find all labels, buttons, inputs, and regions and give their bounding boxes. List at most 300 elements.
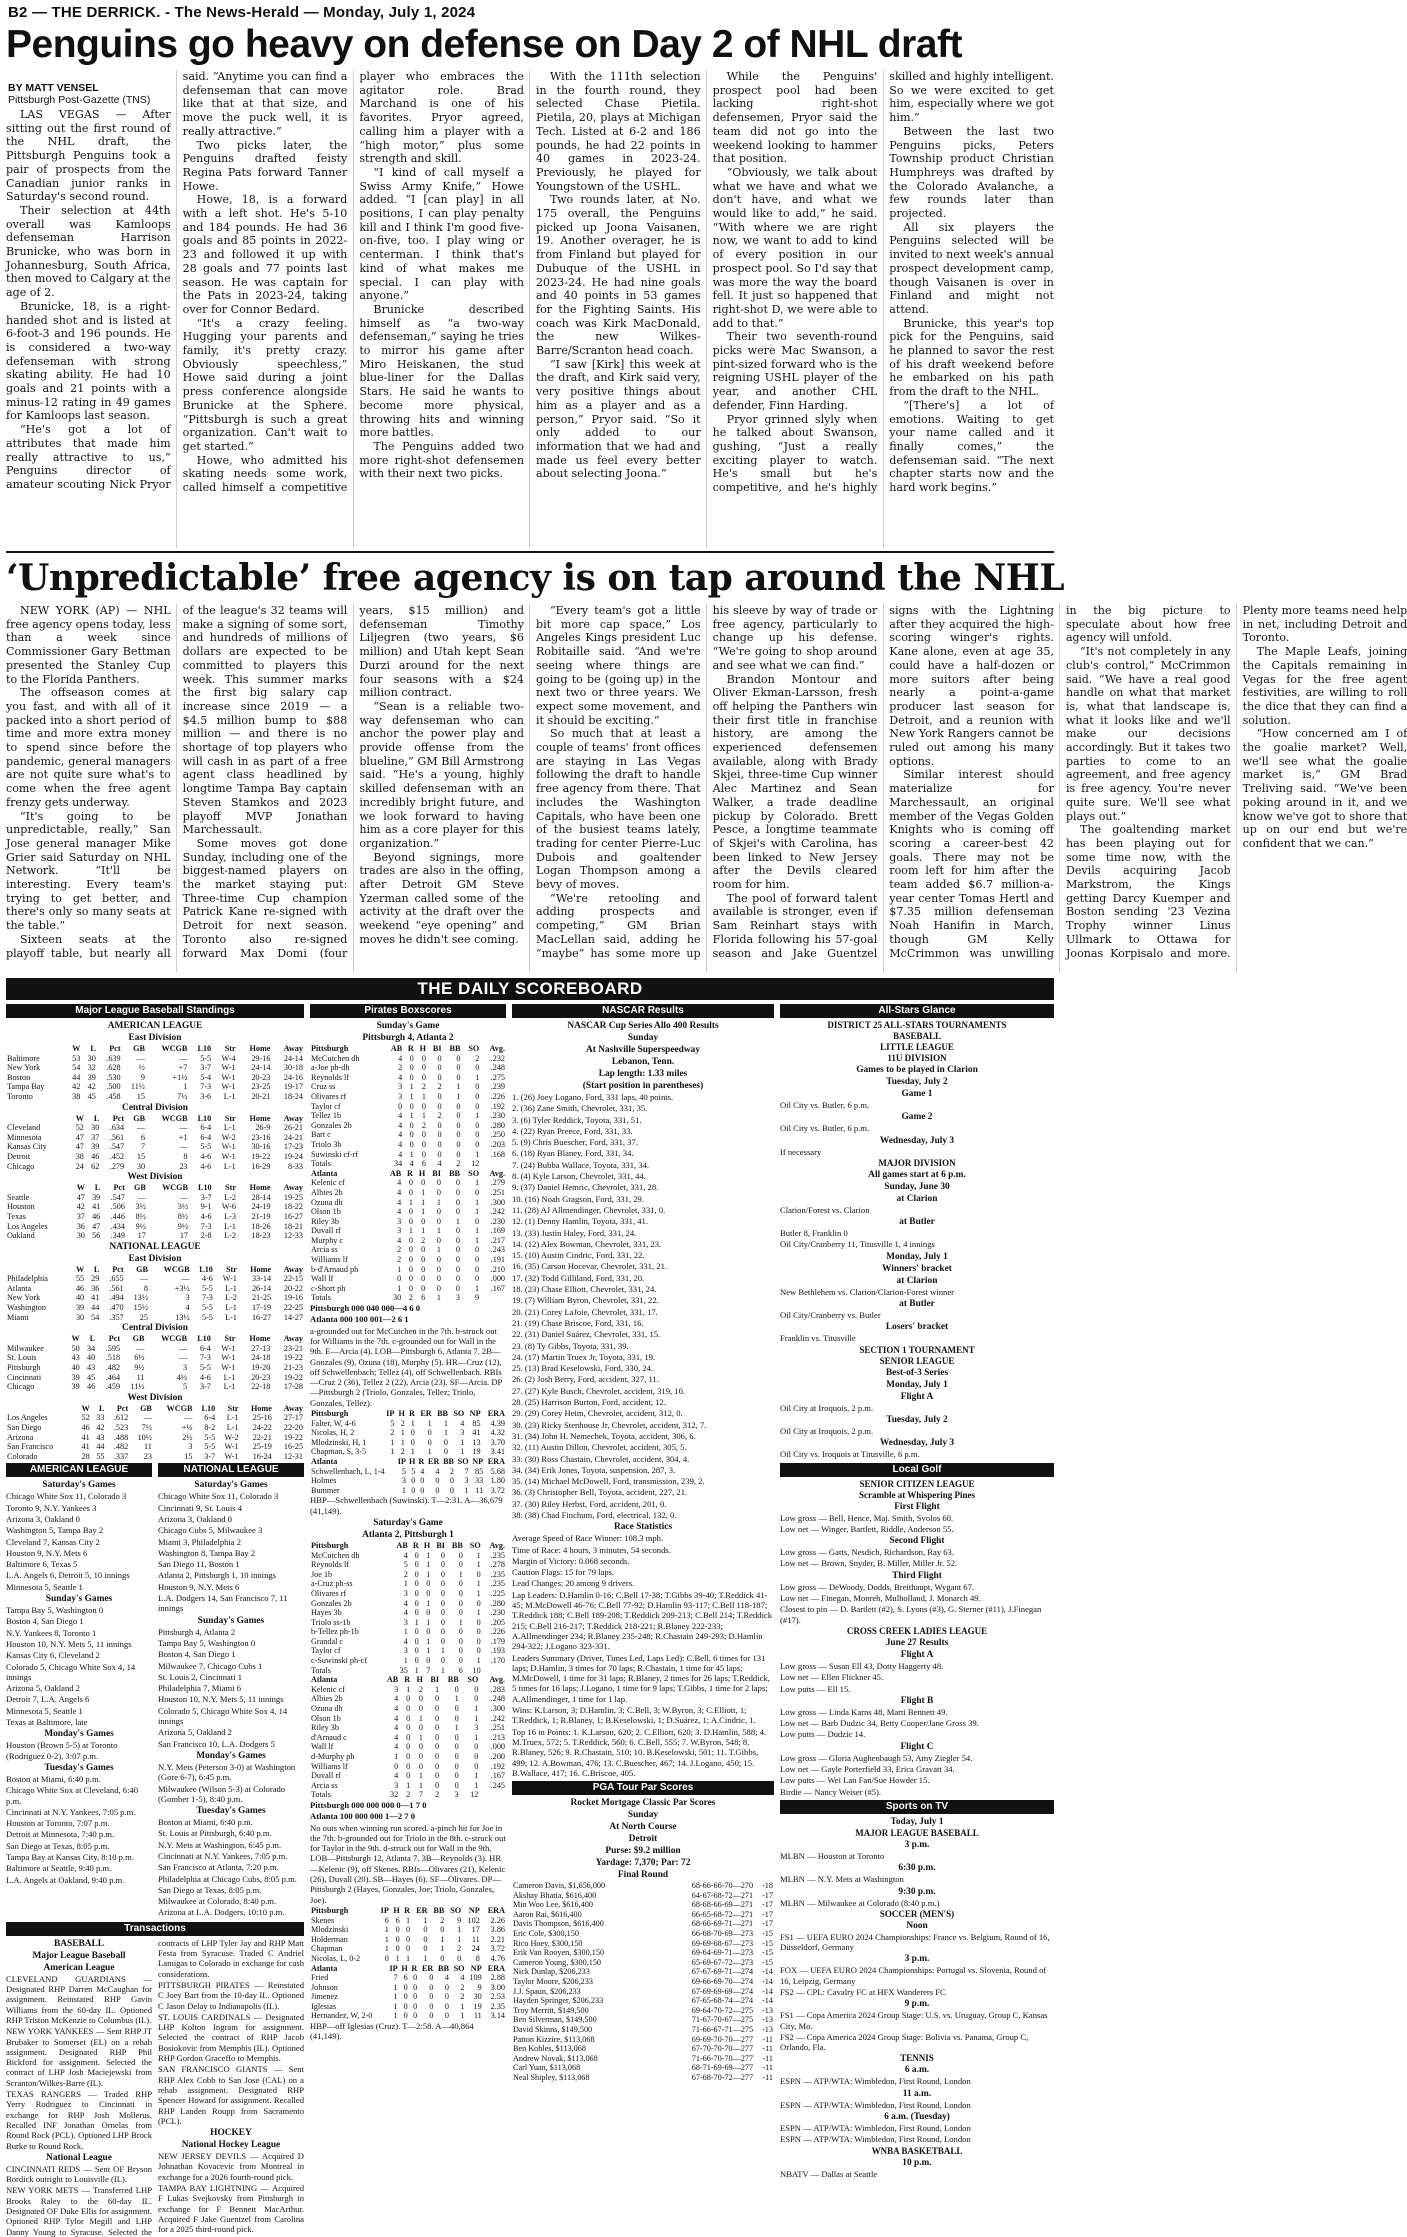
standings-cell: 22-18 (251, 1382, 271, 1392)
box-cell: 1 (458, 1617, 463, 1627)
pga-cell: 67-69-69-69—274 (691, 1986, 754, 1996)
story1-paragraph: “[There's] a lot of emotions. Waiting to get your name called and it finally comes,” the defenseman said. “The next chapter starts now and the hard work begins.” (889, 398, 1054, 495)
standings-cell: 6-4 (199, 1343, 211, 1353)
box-row (310, 1694, 506, 1704)
box-cell: 5 (390, 1418, 395, 1428)
box-cell: 4 (403, 1608, 408, 1618)
pga-cell: Davis Thompson, $616,400 (513, 1919, 604, 1929)
box-header: BB (437, 1409, 449, 1418)
box-cell: 0 (426, 1579, 431, 1589)
standings-cell: 3-7 (200, 1192, 212, 1202)
box-cell: 4 (435, 1466, 440, 1476)
standings-cell: Toronto (7, 1091, 33, 1101)
al-results (6, 1463, 152, 1918)
box-cell: 1 (393, 1992, 398, 2002)
standings-cell: 34 (87, 1343, 96, 1353)
box-row (310, 1570, 506, 1580)
pga-cell: -13 (762, 2005, 773, 2015)
box-cell: 0 (440, 1608, 445, 1618)
standings-cell: .470 (109, 1303, 124, 1313)
box-cell: 1 (390, 1437, 395, 1447)
game-result: Tampa Bay 5, Washington 0 (6, 1605, 104, 1616)
results-day: Tuesday's Games (44, 1762, 114, 1773)
standings-row (6, 1193, 304, 1203)
pga-cell: -14 (762, 1977, 773, 1987)
box-cell: .242 (490, 1207, 505, 1217)
standings-cell: W-1 (222, 1274, 237, 1284)
box-cell: 0 (440, 1953, 445, 1963)
golf-line: Scramble at Whispering Pines (858, 1489, 976, 1500)
box-cell: 0 (434, 1694, 440, 1704)
box-cell: 1 (436, 1245, 441, 1255)
standings-cell: L-2 (224, 1231, 236, 1241)
box-row (310, 1954, 506, 1964)
box-cell: 1 (460, 1447, 465, 1457)
standings-cell: 26-14 (251, 1283, 272, 1293)
standings-cell: Chicago (7, 1161, 35, 1171)
box-cell: 1 (426, 1550, 431, 1560)
box-row (310, 1082, 506, 1092)
box-cell: 3 (394, 1780, 399, 1790)
transaction-line: American League (43, 1962, 115, 1973)
box-cell: 1 (474, 1780, 479, 1790)
standings-cell: Colorado (7, 1451, 38, 1461)
box-cell: .248 (490, 1063, 505, 1073)
standings-cell: 20-22 (283, 1283, 303, 1293)
pga-row (512, 1891, 774, 1901)
tv-line: 6 a.m. (904, 2065, 930, 2076)
box-cell: 0 (456, 1120, 461, 1130)
standings-header: WCGB (162, 1183, 189, 1193)
race-stat: Margin of Victory: 0.068 seconds. (512, 1555, 630, 1566)
standings-cell: 5-5 (204, 1432, 216, 1442)
standings-header: GB (133, 1044, 145, 1053)
box-cell: Olson 1b (311, 1713, 341, 1723)
standings-header: L10 (201, 1403, 216, 1413)
pga-row (512, 2035, 774, 2045)
box-cell: 1 (390, 1447, 395, 1457)
scoreboard-banner: THE DAILY SCOREBOARD (6, 978, 1054, 1000)
box-row (310, 1742, 506, 1752)
race-result: 4. (22) Ryan Preece, Ford, 331, 33. (512, 1125, 633, 1136)
division-title: East Division (128, 1253, 182, 1264)
box-cell: .300 (490, 1704, 505, 1714)
box-cell: 0 (394, 1761, 399, 1771)
box-cell: 1 (475, 1149, 480, 1159)
box-cell: Gonzales 2b (311, 1598, 352, 1608)
game-result: Cincinnati 9, St. Louis 4 (158, 1502, 243, 1513)
game-result: Arizona 3, Oakland 0 (6, 1513, 80, 1524)
allstars-line: Oil City vs. Butler, 6 p.m. (780, 1100, 870, 1110)
standings-cell: +7 (178, 1063, 188, 1073)
pga-row (512, 2015, 774, 2025)
box-cell: 1 (454, 1723, 459, 1733)
standings-cell: L-1 (226, 1413, 239, 1423)
game-result: Arizona 3, Oakland 0 (158, 1513, 232, 1524)
box-cell: 0 (436, 1178, 441, 1188)
box-cell: 41 (472, 1428, 481, 1438)
standings-cell: 5-4 (200, 1072, 212, 1082)
standings-cell: .458 (106, 1091, 121, 1101)
box-cell: 4 (394, 1771, 399, 1781)
box-header: Atlanta (311, 1675, 338, 1685)
game-result: San Diego at Texas, 8:05 p.m. (6, 1840, 110, 1851)
standings-header: Away (283, 1334, 303, 1344)
box-row (310, 1752, 506, 1762)
box-cell: 3 (394, 1684, 399, 1694)
standings-cell: 1 (183, 1082, 188, 1092)
standings-cell: 19-25 (283, 1192, 303, 1202)
box-cell: 0 (418, 1694, 423, 1704)
box-header: H (418, 1168, 426, 1178)
box-cell: 3.72 (490, 1485, 505, 1495)
box-cell: 2 (460, 1982, 465, 1992)
box-cell: Taylor cf (311, 1101, 341, 1111)
box-cell: 0 (418, 1761, 423, 1771)
standings-cell: 15½ (133, 1303, 148, 1313)
race-result: 38. (38) Chad Finchum, Ford, electrical, 132, 0. (512, 1509, 677, 1520)
standings-cell: 39 (87, 1072, 96, 1082)
box-table (310, 1675, 506, 1800)
game-result: Miami 3, Philadelphia 2 (158, 1536, 242, 1547)
box-cell: 1 (414, 1617, 419, 1627)
box-cell: 0 (434, 1732, 440, 1742)
allstars-line: All games start at 6 p.m. (868, 1169, 966, 1180)
pga-cell: -15 (762, 1957, 773, 1967)
standings-cell: W-6 (221, 1202, 236, 1212)
box-cell: 0 (429, 2011, 434, 2021)
box-cell: 3 (464, 1476, 469, 1486)
standings-cell: New York (7, 1293, 41, 1303)
allstars-line: Tuesday, July 2 (886, 1077, 948, 1087)
standings-row (6, 1284, 304, 1294)
box-header: SO (450, 1905, 462, 1915)
box-cell: 0 (414, 1656, 419, 1666)
standings-cell: .482 (113, 1442, 129, 1452)
box-cell (480, 1293, 506, 1303)
box-cell: Holmes (311, 1476, 337, 1486)
game-result: Kansas City 6, Cleveland 2 (6, 1650, 100, 1661)
box-cell: 1 (476, 1588, 481, 1598)
box-header: SO (469, 1540, 481, 1550)
standings-cell: — (181, 1274, 190, 1284)
standings-row (6, 1293, 304, 1303)
standings-cell: 9 (140, 1072, 145, 1082)
pga-cell: Andrew Novak, $113,068 (513, 2053, 598, 2063)
allstars-line: BASEBALL (892, 1031, 942, 1041)
standings-cell: 39 (71, 1372, 80, 1382)
box-cell: 1 (474, 1771, 479, 1781)
standings-cell: 56 (92, 1231, 101, 1241)
standings-cell: 24-18 (251, 1353, 271, 1363)
box-cell: 0 (437, 1063, 442, 1073)
story1-paragraph: Two rounds later, at No. 175 overall, the Penguins picked up Joona Vaisanen, 19. Another overager, he is from Finland but played for Dubuque of the USHL in 2023-24. He had nine goals and 40 points in 53 games for the Fighting Saints. His coach was Kirk MacDonald, the new Wilkes-Barre/Scranton head coach. (535, 193, 701, 358)
standings-cell: 30 (136, 1161, 146, 1171)
game-result: Boston 4, San Diego 1 (158, 1649, 236, 1660)
standings-row (6, 1413, 304, 1423)
box-cell: 1 (474, 1207, 480, 1217)
story2-paragraph: Some moves got done Sunday, including one of the biggest-named players on the market staying put: Three-time Cup champion Patrick Kane re-signed with Detroit for next season. Toronto also re-signed forward Max Domi (four years, $15 million) and defenseman Timothy Liljegren (two years, $6 million) and Utah kept Sean Durzi around for the next four seasons with a $24 million contract. (182, 604, 524, 960)
standings-cell: 43 (96, 1432, 105, 1442)
standings-cell: 19-22 (251, 1151, 271, 1161)
allstars-line: Clarion/Forest vs. Clarion (780, 1204, 870, 1215)
box-header: R (404, 1675, 411, 1685)
box-cell: 6 (384, 1915, 389, 1925)
standings-header: W (72, 1044, 81, 1053)
box-cell: .251 (490, 1723, 505, 1733)
standings-cell: — (179, 1142, 188, 1152)
golf-line: Birdie — Nancy Weiser (#5). (780, 1786, 882, 1797)
standings-row (6, 1274, 304, 1284)
box-table (310, 1044, 506, 1169)
box-cell: 0 (455, 1283, 461, 1293)
standings-row (6, 1231, 304, 1241)
game-result: Houston 9, N.Y. Mets 6 (6, 1547, 88, 1558)
pga-cell: 69-64-70-72—275 (691, 2005, 754, 2015)
box-cell: 0 (410, 1437, 415, 1447)
standings-row (6, 1222, 304, 1232)
standings-cell: 19-24 (283, 1151, 303, 1161)
standings-cell: Oakland (7, 1231, 35, 1241)
game-result: L.A. Angels at Oakland, 9:40 p.m. (6, 1874, 125, 1885)
box-cell: 0 (458, 1646, 463, 1656)
standings-cell: 4-6 (201, 1274, 213, 1284)
box-cell: 5 (401, 1466, 406, 1476)
nl-results (158, 1463, 304, 1918)
box-cell: 0 (418, 1742, 423, 1752)
standings-cell: Baltimore (7, 1053, 40, 1063)
game-title: Sunday's Game (376, 1021, 440, 1031)
standings-cell: 47 (75, 1132, 84, 1142)
mlb-column (6, 1004, 304, 2237)
box-cell: 1.80 (490, 1476, 505, 1486)
standings-cell: Minnesota (7, 1132, 42, 1142)
box-cell: 0 (456, 1139, 461, 1149)
box-cell: 2 (421, 1235, 426, 1245)
tv-line: FS1 — Copa America 2024 Group Stage: U.S. vs. Uruguay, Group C, Kansas City, Mo. (780, 2010, 1048, 2031)
game-result: Washington 8, Tampa Bay 2 (158, 1547, 256, 1558)
race-result: 27. (27) Kyle Busch, Chevrolet, accident, 319, 10. (512, 1385, 686, 1396)
standings-cell: 11½ (130, 1382, 145, 1392)
standings-cell: 12-33 (283, 1231, 303, 1241)
standings-cell: 8-2 (204, 1423, 216, 1432)
race-result: 6. (18) Ryan Blaney, Ford, 331, 34. (512, 1148, 634, 1159)
pga-cell: 65-69-67-72—273 (691, 1957, 754, 1967)
standings-cell: 41 (81, 1442, 90, 1452)
box-header: BB (449, 1044, 461, 1053)
allstars-line: Oil City/Cranberry vs. Butler (780, 1310, 881, 1321)
results-day: Saturday's Games (42, 1480, 116, 1491)
game-result: Houston 9, N.Y. Mets 6 (158, 1581, 240, 1592)
box-cell: 0 (420, 1485, 425, 1495)
box-cell: Duvall rf (311, 1771, 341, 1781)
pga-cell: 69-64-69-71—273 (691, 1948, 754, 1958)
box-cell: Chapman (311, 1944, 343, 1954)
standings-header: Home (249, 1334, 271, 1344)
standings-cell: 6½ (134, 1353, 145, 1363)
race-result: 15. (10) Austin Cindric, Ford, 331, 22. (512, 1250, 645, 1261)
standings-cell: — (178, 1343, 188, 1353)
box-cell: 2 (456, 1159, 461, 1169)
pga-cell: Nick Dunlap, $206,233 (513, 1967, 590, 1977)
box-header: BI (432, 1044, 442, 1053)
standings-cell: 7-3 (200, 1221, 212, 1231)
box-row (310, 1428, 506, 1438)
box-cell: 0 (444, 1992, 449, 2002)
standings-cell: 3-7 (199, 1382, 211, 1392)
standings-cell: 6-4 (200, 1123, 212, 1133)
transaction-line: TEXAS RANGERS — Traded RHP Yerry Rodriguez to Cincinnati in exchange for RHP Josh Mollerus. Recalled INF Jonathan Ornelas from Round Rock (PCL). Optioned LHP Brock Burke to Round Rock. (6, 2089, 152, 2151)
box-cell: 0 (440, 1560, 445, 1570)
box-cell: .210 (490, 1264, 505, 1274)
standings-cell: 16-25 (283, 1442, 303, 1452)
box-cell: 4 (398, 1149, 403, 1159)
race-result: 31. (34) John H. Nemechek, Toyota, accident, 306, 6. (512, 1430, 696, 1441)
box-cell: 0 (458, 1627, 463, 1637)
pga-cell: Rico Hoey, $300,150 (513, 1938, 583, 1948)
standings-cell: 28 (81, 1451, 90, 1461)
box-cell: 0 (413, 1973, 418, 1983)
golf-line: CROSS CREEK LADIES LEAGUE (846, 1625, 988, 1636)
box-cell: .230 (490, 1111, 505, 1121)
standings-cell: 17 (179, 1231, 189, 1241)
standings-cell: 22-21 (252, 1432, 272, 1442)
allstars-line: New Bethlehem vs. Clarion/Clarion-Forest winner (780, 1286, 954, 1297)
standings-cell: .506 (110, 1202, 125, 1212)
box-row (310, 1627, 506, 1637)
box-cell: 0 (421, 1053, 426, 1063)
box-cell: 0 (408, 1283, 413, 1293)
box-row (310, 1140, 506, 1150)
standings-header (6, 1404, 76, 1414)
box-cell: 0 (403, 1982, 408, 1992)
box-cell: .235 (490, 1579, 505, 1589)
game-footer: HBP—Schwellenbach (Suwinski). T—2:31. A—36,679 (41,149). (310, 1495, 503, 1516)
box-row (310, 1560, 506, 1570)
standings-cell: 47 (75, 1142, 84, 1152)
box-cell: 1 (395, 1953, 400, 1963)
box-cell: 0 (414, 1646, 419, 1656)
pga-row (512, 2044, 774, 2054)
box-cell: 3 (398, 1082, 403, 1092)
standings-cell: .494 (109, 1293, 124, 1303)
box-cell: .239 (490, 1082, 505, 1092)
standings-cell: 29 (91, 1274, 100, 1284)
box-table (310, 1906, 506, 1964)
standings-cell: 23 (143, 1451, 152, 1461)
box-cell: 9 (474, 1293, 480, 1303)
pga-cell: Cameron Davis, $1,656,000 (513, 1881, 606, 1891)
box-row (310, 1265, 506, 1275)
box-cell: 0 (434, 1704, 440, 1714)
standings-cell: 3 (185, 1293, 190, 1303)
standings-cell: ½ (138, 1063, 145, 1073)
game-result: Houston at Toronto, 7:07 p.m. (6, 1818, 110, 1829)
tv-line: FS2 — CPL: Cavalry FC at HFX Wanderers FC (780, 1986, 946, 1997)
box-row (310, 2002, 506, 2012)
box-cell: 0 (474, 1752, 479, 1761)
box-cell: 0 (475, 1082, 480, 1092)
box-cell: 0 (440, 1598, 445, 1608)
box-cell: 1 (474, 1197, 480, 1207)
box-cell: 0 (436, 1274, 441, 1284)
box-cell: 85 (474, 1466, 484, 1476)
pga-row (512, 1977, 774, 1987)
standings-cell: 33 (96, 1413, 105, 1423)
standings-cell: 7-3 (201, 1293, 213, 1303)
box-header: Avg. (489, 1540, 505, 1550)
box-cell: 0 (406, 1723, 411, 1733)
box-header: Atlanta (311, 1168, 338, 1178)
standings-cell: 40 (87, 1353, 96, 1363)
box-cell: 11 (473, 2011, 482, 2021)
box-cell: Suwinski cf-rf (311, 1149, 359, 1159)
standings-cell: 37 (91, 1132, 100, 1142)
box-cell: 0 (458, 1550, 463, 1560)
game-result: Houston 10, N.Y. Mets 5, 11 innings (6, 1638, 132, 1649)
standings-cell: 15 (136, 1091, 145, 1101)
race-result: 14. (12) Alex Bowman, Chevrolet, 331, 23. (512, 1238, 662, 1249)
mlb-results (6, 1463, 304, 1918)
golf-line: Low putts — Wei Lan Fan/Sue Howder 15. (780, 1775, 930, 1786)
box-cell: 0 (457, 1953, 462, 1963)
race-stat: Average Speed of Race Winner: 108.3 mph. (512, 1533, 664, 1544)
race-result: 2. (36) Zane Smith, Chevrolet, 331, 35. (512, 1103, 648, 1114)
box-header: BI (436, 1540, 445, 1550)
standings-cell: 30 (75, 1312, 85, 1322)
box-cell: Duvall rf (311, 1226, 341, 1236)
box-cell: 0 (474, 1742, 479, 1752)
box-cell: .243 (490, 1245, 505, 1255)
standings-cell: 18-22 (283, 1202, 303, 1212)
box-row (310, 1467, 506, 1477)
box-cell: 17 (471, 1925, 480, 1935)
standings-header: Pct (113, 1183, 125, 1193)
standings-cell: .561 (109, 1132, 125, 1142)
box-cell: 1 (418, 1713, 423, 1723)
standings-cell: 18-26 (251, 1221, 271, 1231)
box-cell: 1 (443, 1428, 449, 1438)
story2-paragraph: NEW YORK (AP) — NHL free agency opens today, less than a week since Commissioner Gary Bettman presented the Stanley Cup to the Florida Panthers. (6, 604, 171, 686)
standings-header: Str (225, 1264, 237, 1274)
standings-cell: 5-5 (204, 1442, 216, 1452)
pga-row (512, 1881, 774, 1891)
standings-cell: W-1 (221, 1363, 236, 1373)
box-header: R (406, 1168, 413, 1178)
box-header: BB (443, 1456, 454, 1466)
transaction-line: CINCINNATI REDS — Sent OF Bryson Bordick outright to Louisville (IL). (6, 2163, 152, 2185)
box-cell: 2 (449, 1466, 454, 1476)
standings-cell: .634 (109, 1123, 125, 1133)
box-header: AB (396, 1540, 408, 1550)
standings-cell: 3 (188, 1442, 193, 1452)
game-result: Boston at Miami, 6:40 p.m. (6, 1773, 101, 1784)
standings-cell: 37 (76, 1211, 85, 1221)
box-cell: 0 (384, 1953, 389, 1963)
box-cell: 4 (397, 1187, 402, 1197)
box-cell: 2 (397, 1245, 402, 1255)
box-cell: 0 (435, 1485, 440, 1495)
pga-cell: -11 (762, 2053, 773, 2063)
standings-row (6, 1123, 304, 1133)
box-row (310, 1771, 506, 1781)
standings-cell: .595 (105, 1343, 121, 1353)
box-cell: .300 (490, 1197, 505, 1207)
standings-row (6, 1452, 304, 1462)
race-info: (Start position in parentheses) (582, 1081, 704, 1091)
standings-table (6, 1404, 304, 1462)
box-row (310, 1178, 506, 1188)
